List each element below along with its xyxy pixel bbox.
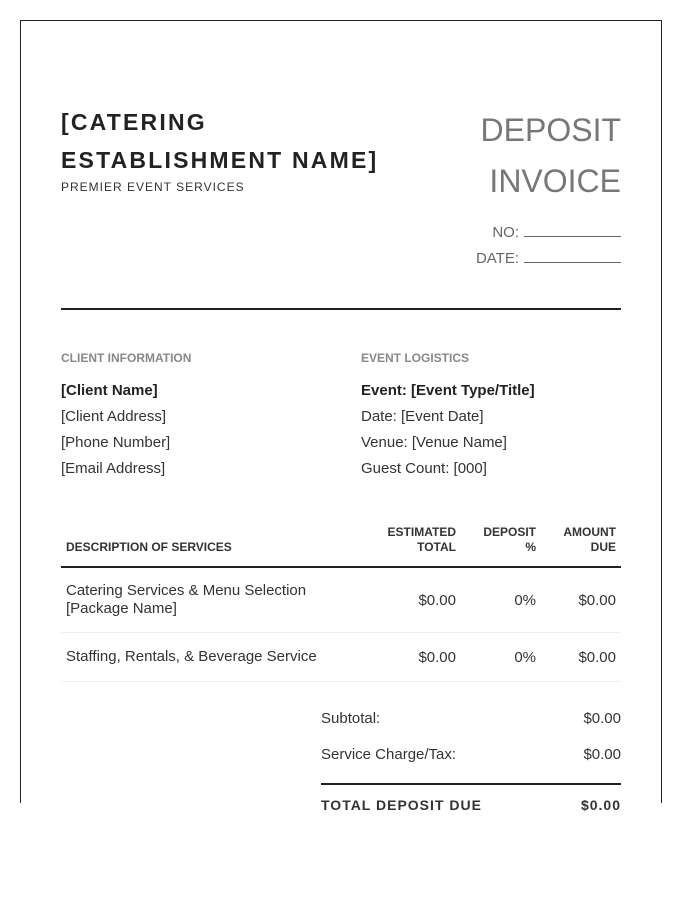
invoice-number-field <box>492 222 621 242</box>
service-description: Staffing, Rentals, & Beverage Service <box>61 633 361 682</box>
subtotal-row <box>321 709 621 729</box>
services-header-row <box>61 521 621 567</box>
subtotal-value: $0.00 <box>583 710 621 727</box>
invoice-date-label: DATE: <box>475 250 519 267</box>
invoice-number-blank <box>524 222 621 237</box>
table-row <box>61 567 621 633</box>
invoice-title-line2: INVOICE <box>489 163 621 199</box>
services-table <box>61 521 621 682</box>
service-amount-due: $0.00 <box>541 633 621 682</box>
service-amount-due: $0.00 <box>541 567 621 633</box>
event-venue: Venue: [Venue Name] <box>361 434 507 451</box>
table-row <box>61 633 621 682</box>
invoice-date-blank <box>524 248 621 263</box>
company-tagline: PREMIER EVENT SERVICES <box>61 180 245 194</box>
invoice-title <box>481 105 621 207</box>
company-name: [CATERING ESTABLISHMENT NAME] <box>61 109 379 173</box>
service-estimated-total: $0.00 <box>361 633 461 682</box>
client-phone: [Phone Number] <box>61 434 171 451</box>
client-address: [Client Address] <box>61 408 167 425</box>
col-header-description: DESCRIPTION OF SERVICES <box>61 521 361 567</box>
client-name: [Client Name] <box>61 382 158 399</box>
event-heading: EVENT LOGISTICS <box>361 351 470 365</box>
event-date: Date: [Event Date] <box>361 408 484 425</box>
total-value: $0.00 <box>580 797 621 813</box>
col-header-estimated-total: ESTIMATED TOTAL <box>361 521 461 567</box>
service-description: Catering Services & Menu Selection [Package Name] <box>61 567 361 633</box>
event-title: Event: [Event Type/Title] <box>361 382 535 399</box>
invoice-page <box>20 20 662 813</box>
event-guest-count: Guest Count: [000] <box>361 460 487 477</box>
invoice-number-label: NO: <box>492 224 519 241</box>
tax-label: Service Charge/Tax: <box>321 746 457 763</box>
client-email: [Email Address] <box>61 460 166 477</box>
service-deposit-percent: 0% <box>461 567 541 633</box>
client-information <box>61 351 331 482</box>
invoice-title-line1: DEPOSIT <box>480 112 621 148</box>
col-header-deposit-percent: DEPOSIT % <box>461 521 541 567</box>
event-logistics <box>361 351 631 482</box>
summary-divider <box>321 783 621 785</box>
tax-row <box>321 745 621 765</box>
subtotal-label: Subtotal: <box>321 710 381 727</box>
client-heading: CLIENT INFORMATION <box>61 351 192 365</box>
header-divider <box>61 308 621 310</box>
tax-value: $0.00 <box>583 746 621 763</box>
total-label: TOTAL DEPOSIT DUE <box>321 797 482 813</box>
total-row <box>321 795 621 815</box>
invoice-date-field <box>476 248 621 268</box>
service-deposit-percent: 0% <box>461 633 541 682</box>
service-estimated-total: $0.00 <box>361 567 461 633</box>
col-header-amount-due: AMOUNT DUE <box>541 521 621 567</box>
